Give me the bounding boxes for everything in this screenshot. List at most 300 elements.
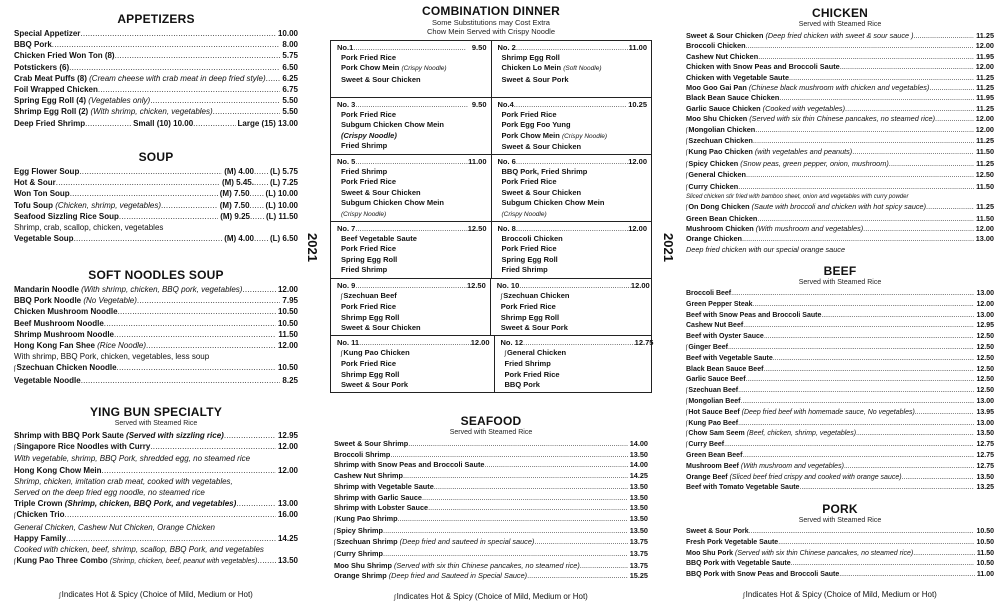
menu-item — [686, 214, 994, 224]
combo-item-name: Pork Fried Rice — [341, 302, 397, 312]
menu-item: Happy Family . . . 14.25 — [14, 533, 298, 544]
menu-item: ʃSingapore Rice Noodles with Curry . . . 12.00 — [14, 441, 298, 453]
menu-item — [14, 295, 298, 306]
combo-item-name: Pork Egg Foo Yung — [501, 120, 571, 130]
menu-item — [334, 526, 648, 538]
item-price-large: (L) 7.25 — [269, 178, 298, 188]
menu-item — [686, 527, 994, 538]
section-subtitle: Served with Steamed Rice — [449, 429, 533, 436]
item-name — [14, 177, 56, 188]
item-name — [686, 234, 742, 244]
menu-item — [14, 329, 298, 340]
item-title: Potstickers (6) — [14, 62, 70, 72]
item-title: Shrimp with Lobster Sauce — [334, 503, 429, 513]
hot-spicy-icon: ʃ — [504, 350, 506, 357]
item-price: 10.50 — [976, 538, 994, 546]
menu-item — [686, 202, 994, 213]
item-title: Curry Shrimp — [336, 549, 384, 559]
combo-number: No. 6 — [497, 157, 516, 166]
combo-item — [337, 167, 487, 177]
item-name — [686, 289, 731, 300]
section-title: PORK — [822, 502, 858, 516]
menu-item — [14, 95, 298, 106]
combo-item-name: Broccoli Chicken — [501, 234, 563, 243]
menu-item — [686, 147, 994, 158]
combo-cell — [331, 98, 492, 154]
combo-item-name: General Chicken — [506, 348, 567, 357]
item-description: (Deep fried and sauteed in special sauce) — [399, 537, 535, 547]
item-name — [14, 295, 137, 306]
combo-header — [498, 224, 648, 234]
combo-header — [337, 43, 487, 53]
combo-item-name: Shrimp Egg Roll — [500, 312, 560, 322]
combo-price: 12.00 — [630, 281, 650, 290]
item-description: (Saute with broccoli and chicken with hot spicy sauce) — [751, 202, 927, 212]
combo-header — [501, 338, 654, 348]
item-price: 5.75 — [282, 51, 298, 61]
item-title: Spicy Shrimp — [336, 525, 384, 535]
combo-item-name: Pork Fried Rice — [341, 359, 397, 369]
item-name — [686, 397, 740, 408]
menu-item — [686, 451, 994, 462]
item-price: 13.75 — [629, 549, 648, 559]
menu-item — [334, 482, 648, 493]
combo-item — [498, 188, 648, 198]
item-title: Moo Shu Chicken — [686, 114, 748, 124]
item-price: 10.50 — [976, 560, 994, 568]
combo-price: 12.00 — [470, 338, 490, 347]
combo-item-name: Beef Vegetable Saute — [341, 234, 417, 243]
item-name — [686, 538, 778, 549]
item-price: 12.00 — [277, 285, 298, 294]
combo-item — [498, 177, 648, 187]
item-title: Orange Beef — [686, 473, 728, 481]
item-price: 12.00 — [277, 341, 298, 351]
item-price: 12.50 — [976, 365, 994, 373]
combo-number: No. 3 — [337, 100, 356, 109]
item-name — [686, 408, 915, 419]
item-price: 10.00 — [277, 29, 298, 38]
combo-item — [337, 177, 487, 187]
section-title: CHICKEN — [811, 6, 869, 20]
menu-item — [686, 440, 994, 451]
combo-item-name: Pork Fried Rice — [341, 110, 397, 119]
menu-item — [334, 439, 648, 450]
combo-item-name: BBQ Pork, Fried Shrimp — [501, 167, 588, 176]
item-price: 11.50 — [976, 147, 994, 157]
chicken-section — [686, 6, 994, 255]
item-title: Chow Sam Seem — [688, 430, 745, 438]
combo-price: 11.00 — [468, 157, 487, 166]
combo-cell — [492, 155, 652, 221]
combo-item — [337, 370, 490, 380]
item-title: Tofu Soup — [14, 200, 53, 210]
item-title: Kung Pao Shrimp — [336, 513, 398, 523]
item-name — [14, 28, 80, 39]
combo-item — [337, 53, 487, 63]
combo-item-name: Szechuan Chicken — [503, 291, 570, 300]
item-price: 10.50 — [277, 307, 298, 317]
combo-item-name: Sweet & Sour Chicken — [341, 323, 421, 333]
item-title: BBQ Pork — [14, 40, 52, 50]
menu-item — [686, 386, 994, 397]
item-price: 13.00 — [975, 234, 994, 244]
item-name — [686, 159, 889, 170]
menu-item — [334, 561, 648, 572]
item-title: Beef with Tomato Vegetable Saute — [686, 484, 800, 492]
item-title: General Chicken — [688, 170, 746, 180]
combo-item — [498, 209, 648, 220]
combo-price: 11.00 — [628, 43, 647, 52]
item-title: BBQ Pork with Snow Peas and Broccoli Saute — [686, 571, 840, 579]
item-note: Served on the deep fried egg noodle, no steamed rice — [14, 488, 205, 498]
item-name — [14, 62, 69, 73]
item-name — [14, 73, 266, 84]
menu-item — [686, 170, 994, 181]
menu-item — [686, 52, 994, 62]
combo-item-name: Sweet & Sour Chicken — [501, 187, 582, 197]
item-title: Sweet & Sour Pork — [686, 528, 749, 535]
hot-spicy-icon: ʃ — [686, 172, 688, 180]
menu-item — [14, 166, 298, 177]
item-name — [14, 188, 70, 199]
item-name — [686, 114, 935, 124]
item-price: 6.75 — [282, 85, 298, 95]
menu-item — [686, 182, 994, 193]
item-description: (Cream cheese with crab meat in deep fried style) — [89, 73, 266, 83]
combo-item-name: Fried Shrimp — [341, 141, 388, 151]
item-price: 12.75 — [976, 462, 994, 470]
combo-row — [331, 155, 651, 222]
item-title: Fresh Pork Vegetable Saute — [686, 538, 779, 546]
hot-spicy-icon: ʃ — [686, 160, 688, 168]
item-title: Ginger Beef — [688, 343, 729, 351]
combo-item — [337, 209, 487, 220]
menu-item — [686, 462, 994, 473]
item-price: 13.50 — [976, 430, 994, 438]
menu-item — [334, 514, 648, 526]
menu-item — [334, 549, 648, 561]
item-name — [334, 571, 527, 582]
item-price: 13.50 — [629, 503, 648, 513]
menu-item — [334, 450, 648, 461]
item-name — [686, 52, 758, 62]
item-title: On Dong Chicken — [688, 202, 750, 212]
combo-item — [337, 188, 487, 198]
combo-price: 12.50 — [466, 281, 486, 290]
combo-item — [337, 291, 486, 302]
combo-item-name: Subgum Chicken Chow Mein — [341, 198, 444, 208]
combo-item-name: Sweet & Sour Pork — [341, 380, 409, 390]
menu-item: ʃKung Pao Three Combo (Shrimp, chicken, beef, peanut with vegetables) . . . 13.50 — [14, 555, 298, 567]
item-price: 12.75 — [976, 441, 994, 449]
menu-item — [686, 73, 994, 83]
hot-spicy-icon: ʃ — [686, 138, 688, 146]
section-subtitle: Served with Steamed Rice — [114, 420, 198, 427]
menu-item — [686, 570, 994, 581]
combo-item — [498, 131, 648, 142]
combo-header — [337, 157, 487, 167]
item-title: Seafood Sizzling Rice Soup — [14, 211, 119, 221]
combo-item-name: Pork Fried Rice — [341, 244, 397, 254]
item-title: Shrimp Mushroom Noodle — [14, 329, 114, 339]
item-title: Green Bean Chicken — [686, 213, 758, 223]
menu-item — [686, 311, 994, 322]
menu-item — [686, 408, 994, 419]
soup-section — [14, 150, 298, 244]
item-title: Egg Flower Soup — [14, 167, 80, 176]
item-name — [14, 39, 52, 50]
item-price: 13.25 — [976, 484, 994, 492]
combo-item — [337, 198, 487, 208]
combo-number: No. 8 — [497, 224, 516, 233]
item-price: 11.50 — [976, 181, 994, 191]
item-name — [686, 321, 743, 332]
hot-spicy-icon: ʃ — [686, 183, 688, 191]
combo-price: 12.00 — [628, 224, 647, 233]
section-title: YING BUN SPECIALTY — [89, 405, 223, 419]
hot-spicy-icon: ʃ — [341, 350, 343, 357]
combo-item — [337, 120, 487, 130]
menu-item: Hong Kong Chow Mein . . . 12.00 — [14, 465, 298, 476]
hot-spicy-icon: ʃ — [686, 420, 688, 427]
item-price: 12.50 — [976, 333, 994, 341]
combo-item-note: (Crispy Noodle) — [561, 132, 608, 140]
item-price: 12.00 — [975, 62, 994, 72]
item-name — [686, 62, 840, 72]
item-name — [14, 211, 119, 222]
item-title: Cashew Nut Beef — [686, 322, 744, 330]
item-price: 11.25 — [976, 103, 994, 113]
combo-item — [498, 265, 648, 275]
item-name — [334, 537, 534, 549]
hot-spicy-icon: ʃ — [334, 527, 336, 535]
item-name — [14, 200, 161, 211]
combo-item — [501, 380, 654, 390]
item-name — [334, 503, 428, 514]
combo-item-name: Chicken Lo Mein — [501, 63, 562, 73]
item-price-medium: (M) 5.45. — [221, 178, 254, 188]
item-name — [686, 462, 844, 473]
hot-spicy-icon: ʃ — [14, 365, 16, 373]
menu-item — [686, 224, 994, 234]
item-name — [686, 170, 746, 181]
combo-item — [497, 302, 650, 312]
menu-item — [686, 136, 994, 147]
menu-item — [686, 473, 994, 484]
combo-cell — [491, 279, 654, 335]
item-title: Mushroom Chicken — [686, 223, 754, 233]
item-title: Chicken with Vegetable Saute — [686, 72, 789, 82]
item-name — [14, 95, 150, 106]
item-title: Curry Beef — [688, 441, 725, 449]
item-name — [686, 202, 926, 213]
item-description: (Deep fried beef with homemade sauce, No vegetables) — [741, 408, 915, 416]
hot-spicy-icon: ʃ — [500, 293, 503, 300]
item-price: 12.00 — [976, 300, 994, 308]
combo-item-name: Szechuan Beef — [343, 291, 397, 300]
combo-item — [337, 359, 490, 369]
item-price: 11.25 — [976, 83, 994, 93]
section-title: SOUP — [138, 150, 174, 164]
combo-item — [498, 110, 648, 120]
item-description: (Deep fried chicken with sweet & sour sauce ) — [765, 31, 914, 40]
menu-item — [686, 62, 994, 72]
combo-item-note: (Crispy Noodle) — [341, 130, 397, 140]
item-price: 6.50 — [282, 62, 298, 72]
item-description: (Deep fried and Sauteed in Special Sauce) — [388, 571, 528, 581]
item-description: (With mushroom and vegetables) — [740, 462, 844, 470]
item-title: Hot & Sour — [14, 178, 56, 188]
item-price-medium: (M) 9.25 — [220, 211, 250, 221]
item-title: Broccoli Beef — [686, 290, 732, 297]
combo-item — [498, 75, 648, 85]
item-title: Sweet & Sour Shrimp — [334, 439, 409, 448]
hot-spicy-icon: ʃ — [686, 398, 688, 405]
menu-item — [334, 460, 648, 471]
combo-item-name: Subgum Chicken Chow Mein — [501, 198, 605, 208]
item-price: 13.00 — [976, 290, 994, 297]
hot-spicy-icon: ʃ — [394, 594, 396, 601]
combo-item-name: Shrimp Egg Roll — [501, 53, 560, 62]
combo-item-name: Spring Egg Roll — [501, 254, 558, 264]
item-name — [686, 375, 746, 386]
hot-spicy-icon: ʃ — [59, 592, 61, 599]
combo-item — [498, 53, 648, 63]
item-title: Broccoli Chicken — [686, 41, 746, 51]
item-name — [686, 182, 738, 193]
combo-item-name: Pork Fried Rice — [341, 177, 397, 187]
item-name — [686, 136, 753, 147]
combo-item-name: Shrimp Egg Roll — [341, 369, 400, 379]
section-title: APPETIZERS — [117, 12, 195, 26]
hot-spicy-icon: ʃ — [334, 551, 336, 559]
combo-item-name: Pork Fried Rice — [504, 369, 560, 379]
combo-row — [331, 222, 651, 279]
menu-item — [14, 284, 298, 295]
menu-item: Deep Fried Shrimp . . . Small (10) 10.00 . . . Large (15) 13.00 — [14, 118, 298, 129]
item-price: 11.25 — [976, 202, 994, 212]
item-name — [14, 84, 98, 95]
combo-item-name: Sweet & Sour Chicken — [341, 187, 421, 197]
item-name — [14, 284, 242, 295]
menu-item — [334, 471, 648, 482]
hot-spicy-icon: ʃ — [686, 126, 688, 134]
item-price: 6.25 — [282, 73, 298, 83]
menu-item — [14, 177, 298, 188]
combo-header — [497, 281, 650, 291]
combo-item-name: Sweet & Sour Chicken — [341, 74, 421, 84]
hot-spicy-icon: ʃ — [743, 592, 745, 599]
item-price-large: (L) 11.50 — [265, 211, 298, 221]
combo-price: 12.75 — [634, 338, 654, 347]
item-title: BBQ Pork Noodle — [14, 296, 82, 306]
combo-item — [497, 323, 650, 333]
item-name — [334, 514, 398, 526]
item-title: Moo Goo Gai Pan — [686, 83, 747, 93]
item-price: 12.00 — [975, 124, 994, 134]
item-price: 13.50 — [976, 473, 994, 481]
item-title: Black Bean Sauce Beef — [686, 365, 764, 373]
combo-item — [501, 348, 654, 359]
year-label-right: 2021 — [660, 233, 676, 262]
menu-item — [14, 28, 298, 39]
item-title: Garlic Sauce Chicken — [686, 103, 761, 113]
menu-item: ʃSzechuan Chicken Noodle . . . 10.50 — [14, 362, 298, 374]
menu-item — [686, 159, 994, 170]
item-title: Chicken Mushroom Noodle — [14, 307, 118, 317]
menu-item: Vegetable Noodle . . . 8.25 — [14, 375, 298, 386]
menu-item: Vegetable Soup . . . (M) 4.00 . . . (L) 6.50 — [14, 233, 298, 244]
menu-item — [14, 106, 298, 117]
item-title: Mongolian Beef — [688, 397, 741, 405]
item-description: (No Vegetable) — [83, 296, 137, 306]
item-title: Orange Shrimp — [334, 571, 387, 581]
item-description: (Chinese black mushroom with chicken and vegetables) — [748, 83, 930, 93]
item-price: 13.50 — [629, 513, 648, 523]
combo-header — [498, 157, 648, 167]
item-title: Crab Meat Puffs (8) — [14, 73, 87, 83]
combo-number: No.1 — [337, 43, 354, 52]
combo-row — [331, 98, 651, 155]
item-name — [686, 549, 913, 560]
combo-item — [498, 120, 648, 130]
item-title: Szechuan Beef — [688, 387, 739, 395]
item-title: Beef with Snow Peas and Broccoli Saute — [686, 311, 822, 319]
item-price: 11.00 — [976, 571, 994, 579]
item-price: 15.25 — [629, 571, 648, 581]
chicken-list-2 — [686, 202, 994, 245]
item-description: (Beef, chicken, shrimp, vegetables) — [746, 430, 857, 438]
item-title: Beef Mushroom Noodle — [14, 318, 104, 328]
item-price: 13.50 — [629, 449, 648, 459]
item-description: (Served with six thin Chinese pancakes, no steamed rice) — [735, 549, 914, 557]
yingbun-section — [14, 405, 298, 567]
item-title: Shrimp Egg Roll (2) — [14, 107, 89, 117]
item-description: (Snow peas, green pepper, onion, mushroom) — [740, 158, 889, 168]
item-name — [334, 460, 484, 471]
combo-item — [498, 167, 648, 177]
item-price: 12.50 — [976, 354, 994, 362]
menu-item — [686, 332, 994, 343]
item-name — [686, 41, 746, 51]
item-title: Kung Pao Beef — [688, 419, 739, 427]
menu-item: Shrimp with BBQ Pork Saute (Served with sizzling rice) . . . 12.95 — [14, 430, 298, 441]
menu-item — [334, 571, 648, 582]
combo-item — [337, 131, 487, 141]
item-name — [686, 365, 763, 376]
combo-number: No. 10 — [496, 281, 520, 290]
hot-spicy-icon: ʃ — [686, 344, 688, 351]
item-title: Szechuan Chicken — [688, 136, 753, 146]
combo-item — [337, 234, 487, 244]
combo-item-name: Pork Fried Rice — [341, 53, 397, 62]
combo-item — [337, 323, 486, 333]
combo-item-name: Fried Shrimp — [504, 359, 551, 369]
combo-item-name: Shrimp Egg Roll — [341, 312, 400, 322]
section-title: BEEF — [823, 264, 857, 278]
item-price: 5.50 — [282, 107, 298, 117]
item-note: General Chicken, Cashew Nut Chicken, Orange Chicken — [14, 522, 215, 532]
item-price: 11.95 — [976, 93, 994, 103]
combo-item — [337, 244, 487, 254]
chicken-list — [686, 31, 994, 193]
hot-spicy-icon: ʃ — [686, 149, 688, 157]
menu-item — [686, 104, 994, 114]
item-name — [686, 559, 791, 570]
combo-header — [337, 224, 487, 234]
item-title: Shrimp with Garlic Sauce — [334, 492, 422, 502]
